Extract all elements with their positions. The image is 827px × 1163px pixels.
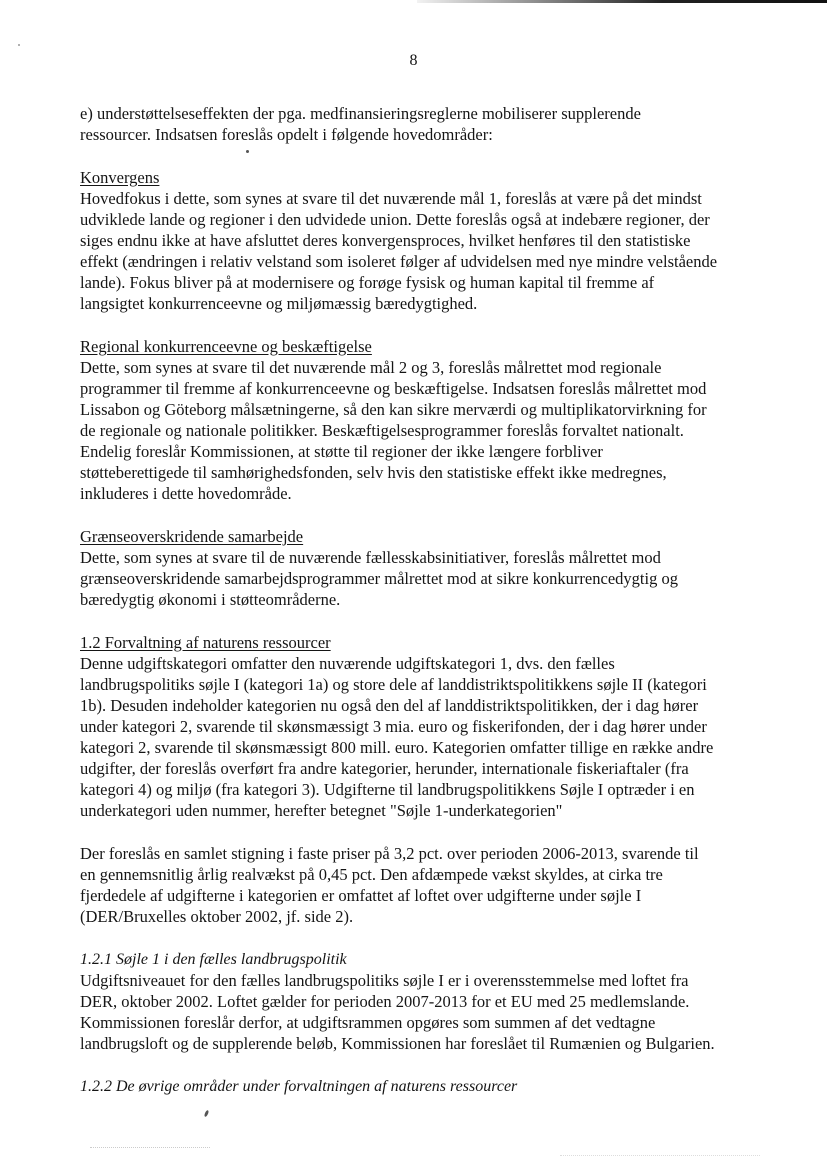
text-line: landbrugsloft og de supplerende beløb, Kommissionen har foreslået til Rumænien og Bulgarien. <box>80 1034 715 1053</box>
text-line: bæredygtig økonomi i støtteområderne. <box>80 590 341 609</box>
text-line: DER, oktober 2002. Loftet gælder for perioden 2007-2013 for et EU med 25 medlemslande. <box>80 992 690 1011</box>
page-number: 8 <box>409 52 418 69</box>
scan-noise <box>560 1155 760 1157</box>
scan-noise <box>90 1147 210 1149</box>
heading-forvaltning: 1.2 Forvaltning af naturens ressourcer <box>80 633 331 652</box>
text-line: grænseoverskridende samarbejdsprogrammer målrettet mod at sikre konkurrencedygtig og <box>80 569 678 588</box>
text-line: en gennemsnitlig årlig realvækst på 0,45 pct. Den afdæmpede vækst skyldes, at cirka tre <box>80 865 663 884</box>
text-line: Endelig foreslår Kommissionen, at støtte til regioner der ikke længere forbliver <box>80 442 603 461</box>
text-line: e) understøttelseseffekten der pga. medfinansieringsreglerne mobiliserer supplerende <box>80 104 641 123</box>
text-line: lande). Fokus bliver på at modernisere og forøge fysisk og human kapital til fremme af <box>80 273 655 292</box>
text-line: støtteberettigede til samhørighedsfonden, selv hvis den statistiske effekt ikke medregnes, <box>80 463 667 482</box>
heading-ovrige: 1.2.2 De øvrige områder under forvaltningen af naturens ressourcer <box>80 1078 518 1095</box>
paragraph-sojle1 <box>80 970 762 1054</box>
text-line: Dette, som synes at svare til de nuværende fællesskabsinitiativer, foreslås målrettet mod <box>80 548 661 567</box>
paragraph-regional <box>80 357 762 504</box>
text-line: Denne udgiftskategori omfatter den nuværende udgiftskategori 1, dvs. den fælles <box>80 654 615 673</box>
paragraph-konvergens <box>80 188 762 314</box>
text-line: ressourcer. Indsatsen foreslås opdelt i følgende hovedområder: <box>80 125 493 144</box>
text-line: udgifter, der foreslås overført fra andre kategorier, herunder, internationale fiskeriaftaler (fra <box>80 759 689 778</box>
text-line: Kommissionen foreslår derfor, at udgiftsrammen opgøres som summen af det vedtagne <box>80 1013 656 1032</box>
scan-edge-line <box>417 0 827 3</box>
heading-sojle1: 1.2.1 Søjle 1 i den fælles landbrugspolitik <box>80 951 347 968</box>
text-line: Der foreslås en samlet stigning i faste priser på 3,2 pct. over perioden 2006-2013, svarende til <box>80 844 699 863</box>
text-line: under kategori 2, svarende til skønsmæssigt 3 mia. euro og fiskerifonden, der i dag hører under <box>80 717 707 736</box>
text-line: (DER/Bruxelles oktober 2002, jf. side 2). <box>80 907 354 926</box>
text-line: kategori 4) og miljø (fra kategori 3). Udgifterne til landbrugspolitikkens Søjle I optræder i en <box>80 780 695 799</box>
text-line: Udgiftsniveauet for den fælles landbrugspolitiks søjle I er i overensstemmelse med loftet fra <box>80 971 689 990</box>
text-line: siges endnu ikke at have afsluttet deres konvergensproces, hvilket henføres til den statistiske <box>80 231 691 250</box>
text-line: langsigtet konkurrenceevne og miljømæssig bæredygtighed. <box>80 294 478 313</box>
text-line: Dette, som synes at svare til det nuværende mål 2 og 3, foreslås målrettet mod regionale <box>80 358 662 377</box>
text-line: underkategori uden nummer, herefter betegnet "Søjle 1-underkategorien" <box>80 801 563 820</box>
scan-speck <box>246 150 249 153</box>
text-line: fjerdedele af udgifterne i kategorien er omfattet af loftet over udgifterne under søjle I <box>80 886 642 905</box>
heading-konvergens: Konvergens <box>80 168 160 187</box>
document-body <box>80 103 762 1097</box>
text-line: Lissabon og Göteborg målsætningerne, så den kan sikre merværdi og multiplikatorvirkning for <box>80 400 707 419</box>
text-line: de regionale og nationale politikker. Beskæftigelsesprogrammer foreslås forvaltet nationalt. <box>80 421 684 440</box>
text-line: 1b). Desuden indeholder kategorien nu også den del af landdistriktspolitikken, der i dag hører <box>80 696 699 715</box>
text-line: effekt (ændringen i relativ velstand som isoleret følger af udvidelsen med nye mindre velstående <box>80 252 718 271</box>
intro-paragraph <box>80 103 762 145</box>
text-line: kategori 2, svarende til skønsmæssigt 800 mill. euro. Kategorien omfatter tillige en række andre <box>80 738 714 757</box>
text-line: udviklede lande og regioner i den udvidede union. Dette foreslås også at indebære regioner, der <box>80 210 710 229</box>
paragraph-stigning <box>80 843 762 927</box>
scan-speck <box>204 1110 210 1118</box>
paragraph-graense <box>80 547 762 610</box>
heading-regional: Regional konkurrenceevne og beskæftigelse <box>80 337 372 356</box>
text-line: programmer til fremme af konkurrenceevne og beskæftigelse. Indsatsen foreslås målrettet mod <box>80 379 707 398</box>
heading-graense: Grænseoverskridende samarbejde <box>80 527 304 546</box>
text-line: landbrugspolitiks søjle I (kategori 1a) og store dele af landdistriktspolitikkens søjle II (kategori <box>80 675 707 694</box>
text-line: inkluderes i dette hovedområde. <box>80 484 292 503</box>
paragraph-forvaltning <box>80 653 762 821</box>
text-line: Hovedfokus i dette, som synes at svare til det nuværende mål 1, foreslås at være på det mindst <box>80 189 702 208</box>
scan-speck <box>18 44 20 46</box>
